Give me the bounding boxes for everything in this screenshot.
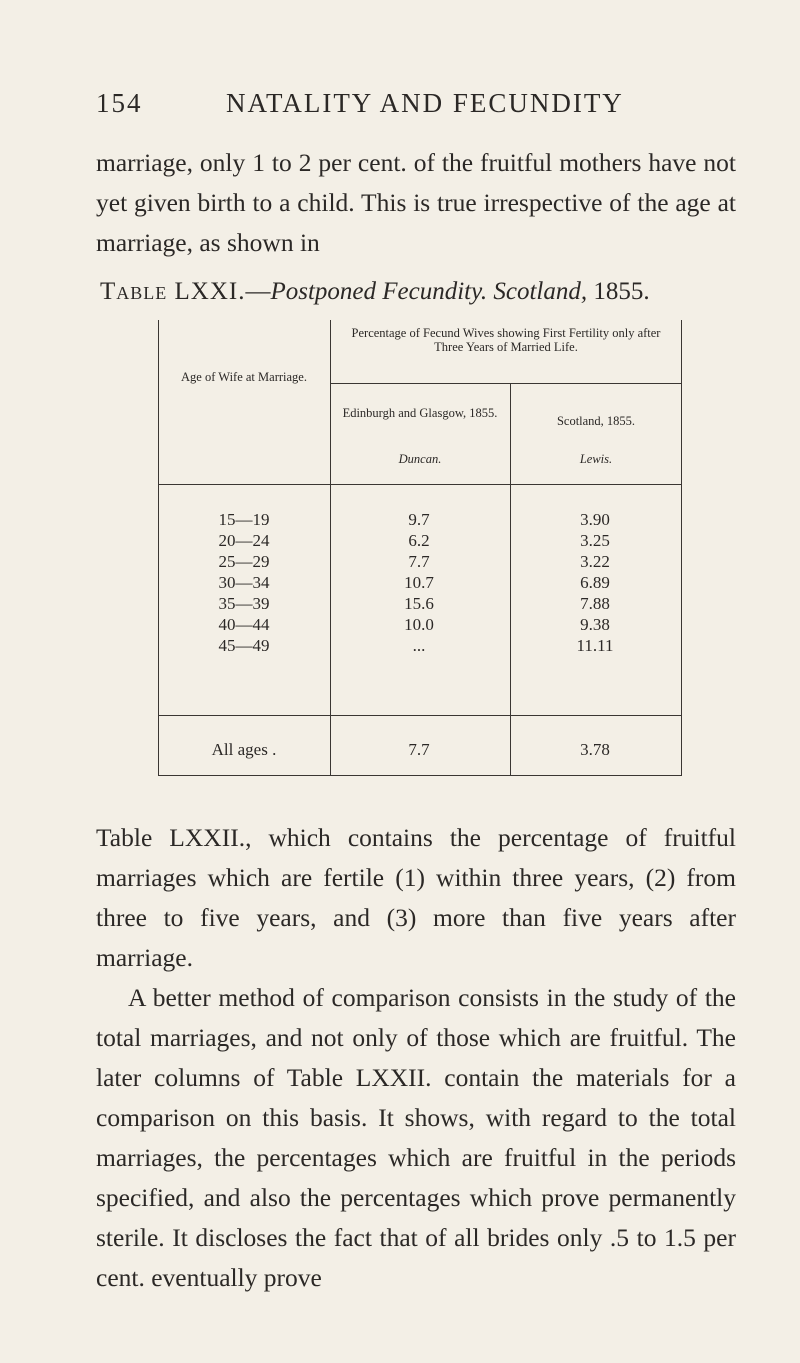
lewis-cell: 3.90 bbox=[580, 510, 610, 529]
duncan-cell: 10.7 bbox=[404, 573, 434, 592]
table-row bbox=[158, 594, 682, 614]
caption-dash: — bbox=[245, 278, 271, 305]
total-age-cell: All ages . bbox=[211, 740, 277, 759]
duncan-author: Duncan. bbox=[398, 452, 442, 466]
total-row bbox=[158, 740, 682, 760]
table-bottom-rule bbox=[158, 775, 682, 776]
table-row bbox=[158, 615, 682, 635]
lewis-cell: 11.11 bbox=[576, 636, 614, 655]
paragraph-top-text: marriage, only 1 to 2 per cent. of the fruitful mothers have not yet given birth to a child. This is true irrespective of the age at marriage, as shown in bbox=[96, 148, 736, 257]
table-row bbox=[158, 552, 682, 572]
header-bottom-rule bbox=[158, 484, 682, 485]
lewis-column-header: Scotland, 1855. bbox=[556, 414, 636, 428]
paragraph-2 bbox=[96, 818, 736, 978]
lewis-author: Lewis. bbox=[579, 452, 613, 466]
paragraph-3-text: A better method of comparison consists in the study of the total marriages, and not only of those which are fruitful. The later columns of Table LXXII. contain the materials for a comparison on this basis. It shows, with regard to the total marriages, the percentages which are fruitful in the periods specified, and also the percentages which prove permanently sterile. It discloses the fact that of all brides only .5 to 1.5 per cent. eventually prove bbox=[96, 983, 736, 1292]
lewis-cell: 6.89 bbox=[580, 573, 610, 592]
paragraph-2-text: Table LXXII., which contains the percentage of fruitful marriages which are fertile (1) within three years, (2) from three to five years, and (3) more than five years after marriage. bbox=[96, 823, 736, 972]
lewis-cell: 3.25 bbox=[580, 531, 610, 550]
lewis-cell: 9.38 bbox=[580, 615, 610, 634]
table-label: Table LXXI. bbox=[100, 278, 246, 305]
paragraph-top bbox=[96, 143, 736, 263]
duncan-cell: 7.7 bbox=[408, 552, 430, 571]
total-lewis-cell: 3.78 bbox=[580, 740, 610, 759]
table-year: 1855. bbox=[593, 278, 650, 305]
group-column-header: Percentage of Fecund Wives showing First Fertility only after Three Years of Married Life. bbox=[351, 326, 661, 354]
age-cell: 40—44 bbox=[218, 615, 270, 634]
paragraph-3 bbox=[96, 978, 736, 1298]
age-cell: 35—39 bbox=[218, 594, 270, 613]
age-column-header: Age of Wife at Marriage. bbox=[181, 370, 307, 384]
table-row bbox=[158, 510, 682, 530]
age-cell: 15—19 bbox=[218, 510, 270, 529]
table-caption bbox=[100, 278, 740, 306]
duncan-cell: 10.0 bbox=[404, 615, 434, 634]
table-row bbox=[158, 531, 682, 551]
lewis-cell: 7.88 bbox=[580, 594, 610, 613]
lewis-cell: 3.22 bbox=[580, 552, 610, 571]
group-head-rule bbox=[330, 383, 682, 384]
total-rule bbox=[158, 715, 682, 716]
data-table bbox=[158, 320, 682, 776]
page-number: 154 bbox=[96, 88, 143, 118]
age-cell: 30—34 bbox=[218, 573, 270, 592]
table-title: Postponed Fecundity. Scotland, bbox=[270, 278, 588, 305]
total-duncan-cell: 7.7 bbox=[408, 740, 430, 759]
running-title: NATALITY AND FECUNDITY bbox=[226, 88, 624, 118]
duncan-cell: 15.6 bbox=[404, 594, 434, 613]
duncan-cell: ... bbox=[412, 636, 426, 655]
duncan-column-header: Edinburgh and Glasgow, 1855. bbox=[342, 406, 498, 420]
age-cell: 20—24 bbox=[218, 531, 270, 550]
table-row bbox=[158, 573, 682, 593]
age-cell: 25—29 bbox=[218, 552, 270, 571]
table-row bbox=[158, 636, 682, 656]
age-cell: 45—49 bbox=[218, 636, 270, 655]
duncan-cell: 6.2 bbox=[408, 531, 430, 550]
duncan-cell: 9.7 bbox=[408, 510, 430, 529]
